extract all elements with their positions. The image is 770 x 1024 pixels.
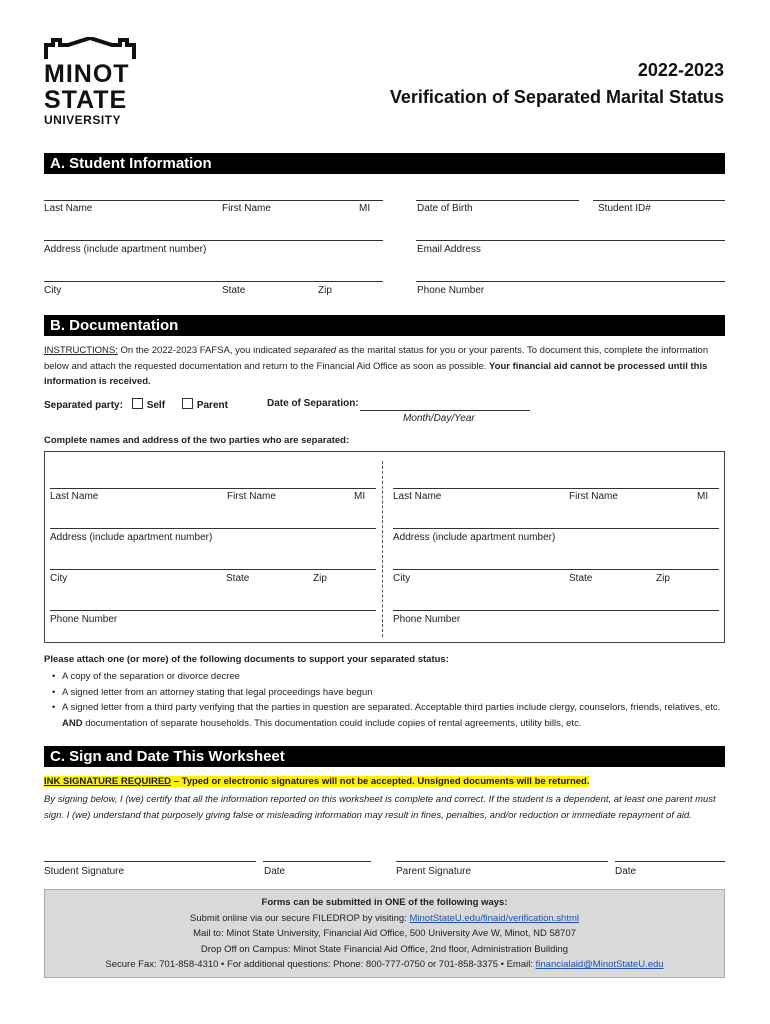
logo-text-university: UNIVERSITY <box>44 113 122 127</box>
instructions-emphasis: separated <box>293 345 337 356</box>
doc3-part-c: documentation of separate households. This documentation could include copies of rental agreements, utility bills, etc. <box>82 717 582 729</box>
party2-first-label: First Name <box>569 491 618 502</box>
email-label: Email Address <box>417 244 481 255</box>
section-b-heading: B. Documentation <box>44 315 725 336</box>
phone-label: Phone Number <box>417 285 485 296</box>
separated-party-row <box>44 398 228 411</box>
mail-line: Mail to: Minot State University, Financial Aid Office, 500 University Ave W, Minot, ND 58707 <box>193 928 576 939</box>
party1-address-label: Address (include apartment number) <box>50 532 213 543</box>
city-label: City <box>44 285 62 296</box>
student-signature-label: Student Signature <box>44 866 125 877</box>
parent-checkbox[interactable] <box>182 398 193 409</box>
form-year: 2022-2023 <box>637 60 724 80</box>
logo-text-minot: MINOT <box>44 60 130 88</box>
party1-phone-field[interactable] <box>50 610 376 611</box>
email-link[interactable]: financialaid@MinotStateU.edu <box>535 959 664 970</box>
instructions-text <box>44 343 728 390</box>
submission-info-box <box>44 889 725 978</box>
student-id-label: Student ID# <box>598 203 651 214</box>
party2-address-field[interactable] <box>393 528 719 529</box>
logo-text-state: STATE <box>44 86 128 114</box>
party2-city-label: City <box>393 573 411 584</box>
party1-city-label: City <box>50 573 68 584</box>
submission-heading: Forms can be submitted in ONE of the following ways: <box>261 897 508 908</box>
parties-divider <box>382 461 383 637</box>
last-name-field[interactable] <box>44 200 383 201</box>
ink-required-label: INK SIGNATURE REQUIRED <box>44 776 172 787</box>
section-a-heading: A. Student Information <box>44 153 725 174</box>
certification-text: By signing below, I (we) certify that all the information reported on this worksheet is complete and correct. If the student is a dependent, at least one parent must sign. I (we) understand that purposely giving false or misleading information may result in fines, penalties, and/or reduction or immediate repayment of aid. <box>44 794 716 821</box>
contact-text: Secure Fax: 701-858-4310 • For additional questions: Phone: 800-777-0750 or 701-858-3375 • Email: <box>105 959 536 970</box>
party2-city-field[interactable] <box>393 569 719 570</box>
party2-phone-label: Phone Number <box>393 614 461 625</box>
parent-date-label: Date <box>615 866 637 877</box>
dropoff-line: Drop Off on Campus: Minot State Financial Aid Office, 2nd floor, Administration Building <box>200 943 569 955</box>
self-checkbox[interactable] <box>132 398 143 409</box>
party1-first-label: First Name <box>227 491 276 502</box>
city-field[interactable] <box>44 281 383 282</box>
party2-state-label: State <box>569 573 593 584</box>
student-date-field[interactable] <box>263 861 371 862</box>
party2-address-label: Address (include apartment number) <box>393 532 556 543</box>
parties-heading: Complete names and address of the two parties who are separated: <box>44 435 350 446</box>
filedrop-link[interactable]: MinotStateU.edu/finaid/verification.shtml <box>409 912 579 924</box>
form-title: Verification of Separated Marital Status <box>389 87 724 107</box>
date-separation-field[interactable] <box>360 410 530 411</box>
parent-signature-label: Parent Signature <box>396 866 472 877</box>
address-label: Address (include apartment number) <box>44 244 207 255</box>
submit-online-line <box>45 911 724 927</box>
university-logo-mark <box>44 37 136 61</box>
last-name-label: Last Name <box>44 203 93 214</box>
contact-line <box>45 957 724 973</box>
ink-required-rest: – Typed or electronic signatures will not be accepted. Unsigned documents will be returned. <box>171 776 590 787</box>
zip-label: Zip <box>318 285 332 296</box>
email-field[interactable] <box>416 240 725 241</box>
phone-field[interactable] <box>416 281 725 282</box>
instructions-part1: On the 2022-2023 FAFSA, you indicated <box>117 345 294 356</box>
party1-mi-label: MI <box>354 491 366 502</box>
state-label: State <box>222 285 246 296</box>
party2-mi-label: MI <box>697 491 709 502</box>
dob-field[interactable] <box>416 200 579 201</box>
dob-label: Date of Birth <box>417 203 473 214</box>
attach-heading: Please attach one (or more) of the following documents to support your separated status: <box>44 654 449 665</box>
list-item: • A signed letter from an attorney stating that legal proceedings have begun <box>52 685 728 701</box>
separated-party-label: Separated party: <box>44 400 123 411</box>
list-item: • A copy of the separation or divorce decree <box>52 669 728 685</box>
party2-last-label: Last Name <box>393 491 442 502</box>
date-separation-label: Date of Separation: <box>267 398 359 409</box>
date-format-hint: Month/Day/Year <box>403 413 475 424</box>
party2-name-field[interactable] <box>393 488 719 489</box>
student-id-field[interactable] <box>593 200 725 201</box>
doc3-and: AND <box>62 717 83 729</box>
instructions-label: INSTRUCTIONS: <box>44 345 118 356</box>
parties-box <box>44 451 725 643</box>
parent-date-field[interactable] <box>615 861 725 862</box>
documents-list <box>52 669 728 731</box>
address-field[interactable] <box>44 240 383 241</box>
party1-name-field[interactable] <box>50 488 376 489</box>
party2-zip-label: Zip <box>656 573 670 584</box>
first-name-label: First Name <box>222 203 271 214</box>
student-date-label: Date <box>264 866 286 877</box>
party1-last-label: Last Name <box>50 491 99 502</box>
list-item <box>52 700 728 731</box>
instructions-bold: Your financial aid cannot be processed until this information is received. <box>44 360 708 387</box>
party1-address-field[interactable] <box>50 528 376 529</box>
parent-label: Parent <box>196 400 228 411</box>
party2-phone-field[interactable] <box>393 610 719 611</box>
submit-online-text: Submit online via our secure FILEDROP by visiting: <box>190 912 410 924</box>
self-label: Self <box>146 400 166 411</box>
ink-notice <box>44 776 589 787</box>
instructions-part2: as the marital status for you or your parents. To document this, complete the information below and attach the requested documentation and return to the Financial Aid Office as soon as possible. <box>44 345 709 372</box>
parent-signature-field[interactable] <box>396 861 608 862</box>
party1-phone-label: Phone Number <box>50 614 118 625</box>
party1-state-label: State <box>226 573 250 584</box>
section-c-heading: C. Sign and Date This Worksheet <box>44 746 725 767</box>
party1-zip-label: Zip <box>313 573 327 584</box>
doc3-part-a: A signed letter from a third party verifying that the parties in question are separated. Acceptable third parties include clergy, counselors, friends, relatives, etc. <box>62 702 721 713</box>
party1-city-field[interactable] <box>50 569 376 570</box>
student-signature-field[interactable] <box>44 861 256 862</box>
mi-label: MI <box>359 203 371 214</box>
